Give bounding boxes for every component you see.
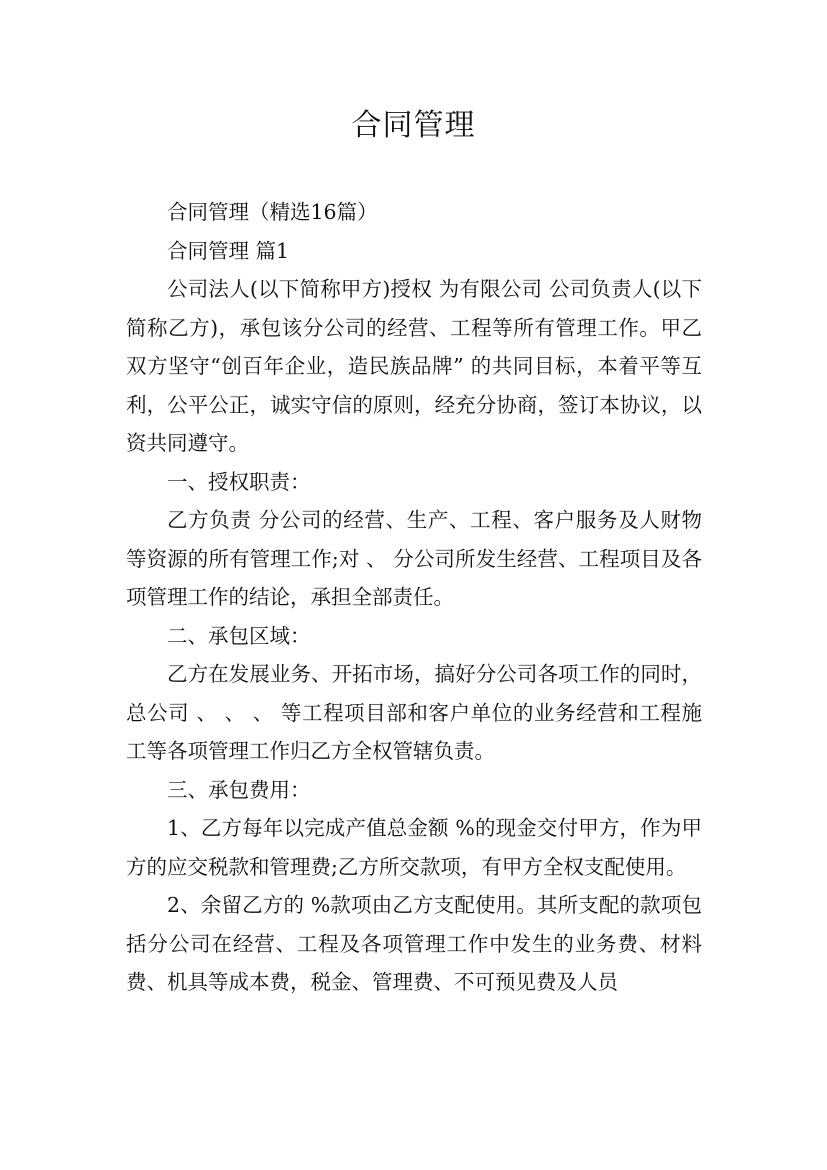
document-title: 合同管理 [351,108,476,143]
paragraph-heading-2: 二、承包区域： [167,623,311,648]
paragraph-text-2: 乙方在发展业务、开拓市场，搞好分公司各项工作的同时，总公司 、 、 、 等工程项目部和客户单位的业务经营和工程施工等各项管理工作归乙方全权管辖负责。 [126,662,702,763]
paragraph-text-1: 乙方负责 分公司的经营、生产、工程、客户服务及人财物等资源的所有管理工作;对 、 分公司所发生经营、工程项目及各项管理工作的结论，承担全部责任。 [126,508,702,609]
paragraph-heading-3: 三、承包费用： [167,777,311,802]
document-body [126,193,702,1002]
paragraph-intro: 公司法人(以下简称甲方)授权 为有限公司 公司负责人(以下简称乙方)，承包该分公司的经营、工程等所有管理工作。甲乙双方坚守“创百年企业，造民族品牌” 的共同目标，本着平等互利，公平公正，诚实守信的原则，经充分协商，签订本协议，以资共同遵守。 [126,277,702,455]
paragraph-text-3-2: 2、余留乙方的 %款项由乙方支配使用。其所支配的款项包括分公司在经营、工程及各项管理工作中发生的业务费、材料费、机具等成本费，税金、管理费、不可预见费及人员 [126,893,702,994]
paragraph-subtitle: 合同管理（精选16篇） [167,200,378,224]
paragraph-heading-1: 一、授权职责： [167,469,311,494]
paragraph-section-heading: 合同管理 篇1 [167,238,290,263]
paragraph-text-3-1: 1、乙方每年以完成产值总金额 %的现金交付甲方，作为甲方的应交税款和管理费;乙方所交款项，有甲方全权支配使用。 [126,816,702,879]
